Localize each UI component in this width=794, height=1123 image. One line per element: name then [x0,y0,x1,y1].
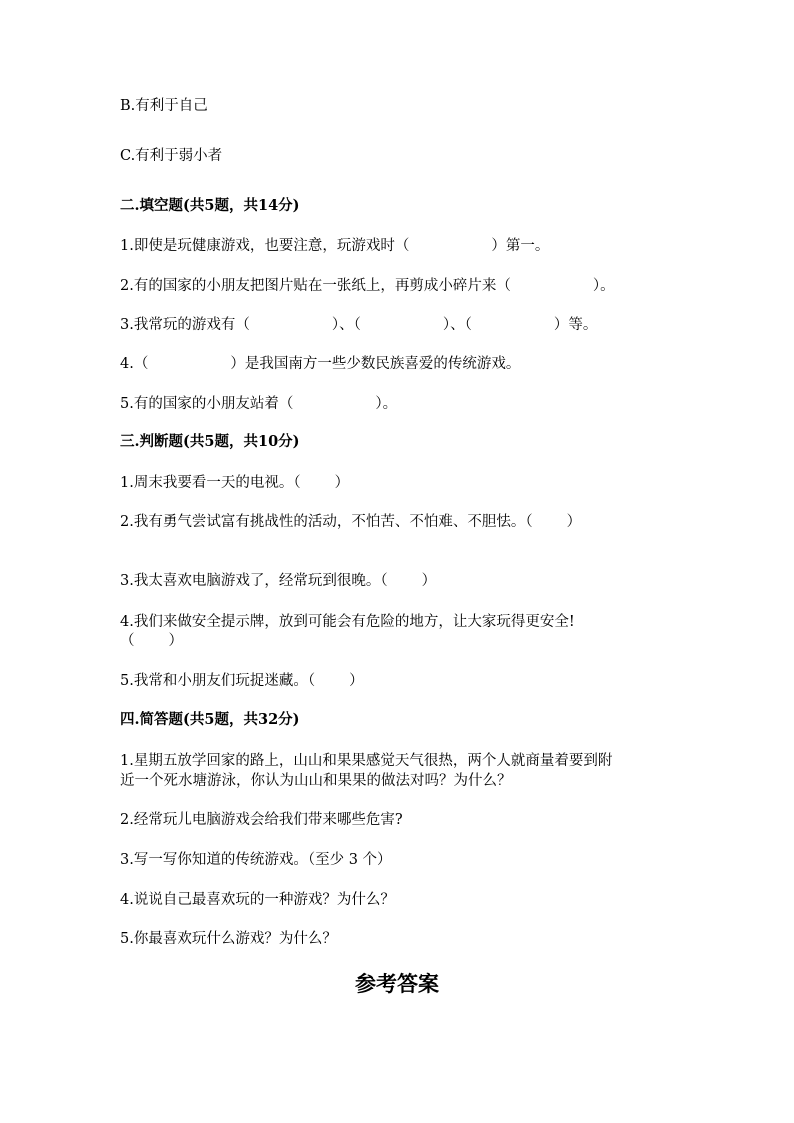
answers-title: 参考答案 [355,971,439,996]
true-false-question-3 [120,571,436,591]
text: ） [349,673,364,689]
text: 1.周末我要看一天的电视。（ [120,475,301,491]
section-heading-short-answer: 四.简答题(共5题，共32分) [120,711,300,728]
text: ）、（ [331,317,361,333]
option-c: C.有利于弱小者 [120,148,223,164]
text: 2.有的国家的小朋友把图片贴在一张纸上，再剪成小碎片来（ [120,278,511,294]
text: ）是我国南方一些少数民族喜爱的传统游戏。 [230,356,521,372]
short-answer-question-1-line-1: 1.星期五放学回家的路上，山山和果果感觉天气很热，两个人就商量着要到附 [120,753,613,769]
short-answer-question-2: 2.经常玩儿电脑游戏会给我们带来哪些危害? [120,812,403,828]
true-false-question-5 [120,671,364,691]
true-false-question-1 [120,473,349,493]
option-b: B.有利于自己 [120,98,208,114]
text: ） [168,633,183,649]
text: 5.我常和小朋友们玩捉迷藏。（ [120,673,316,689]
true-false-question-2 [120,512,581,532]
text: 1.即使是玩健康游戏，也要注意，玩游戏时（ [120,238,410,254]
fill-blank-question-3 [120,315,597,335]
text: 3.我太喜欢电脑游戏了，经常玩到很晚。（ [120,573,388,589]
section-heading-true-false: 三.判断题(共5题，共10分) [120,433,300,450]
true-false-question-4: 4.我们来做安全提示牌，放到可能会有危险的地方，让大家玩得更安全! [120,614,575,630]
section-heading-fill-blank: 二.填空题(共5题，共14分) [120,197,300,214]
fill-blank-question-1 [120,236,549,256]
text: 5.有的国家的小朋友站着（ [120,396,294,412]
text: ） [566,514,582,530]
text: ）、（ [442,317,472,333]
fill-blank-question-5 [120,394,397,414]
short-answer-question-1-line-2: 近一个死水塘游泳，你认为山山和果果的做法对吗？为什么？ [120,773,512,789]
text: （ [120,633,135,649]
text: 4.（ [120,356,149,372]
text: ） [421,573,437,589]
text: 3.我常玩的游戏有（ [120,317,250,333]
short-answer-question-3: 3.写一写你知道的传统游戏。（至少 3 个） [120,852,392,868]
text: 2.我有勇气尝试富有挑战性的活动，不怕苦、不怕难、不胆怯。（ [120,514,533,530]
text: ）等。 [553,317,598,333]
short-answer-question-5: 5.你最喜欢玩什么游戏？为什么？ [120,931,337,947]
true-false-question-4-blank [120,631,183,651]
text: ）。 [375,396,398,412]
short-answer-question-4: 4.说说自己最喜欢玩的一种游戏？为什么？ [120,892,395,908]
text: ） [334,475,350,491]
fill-blank-question-4 [120,354,520,374]
text: ）第一。 [491,238,550,254]
text: ）。 [592,278,615,294]
fill-blank-question-2 [120,276,615,296]
